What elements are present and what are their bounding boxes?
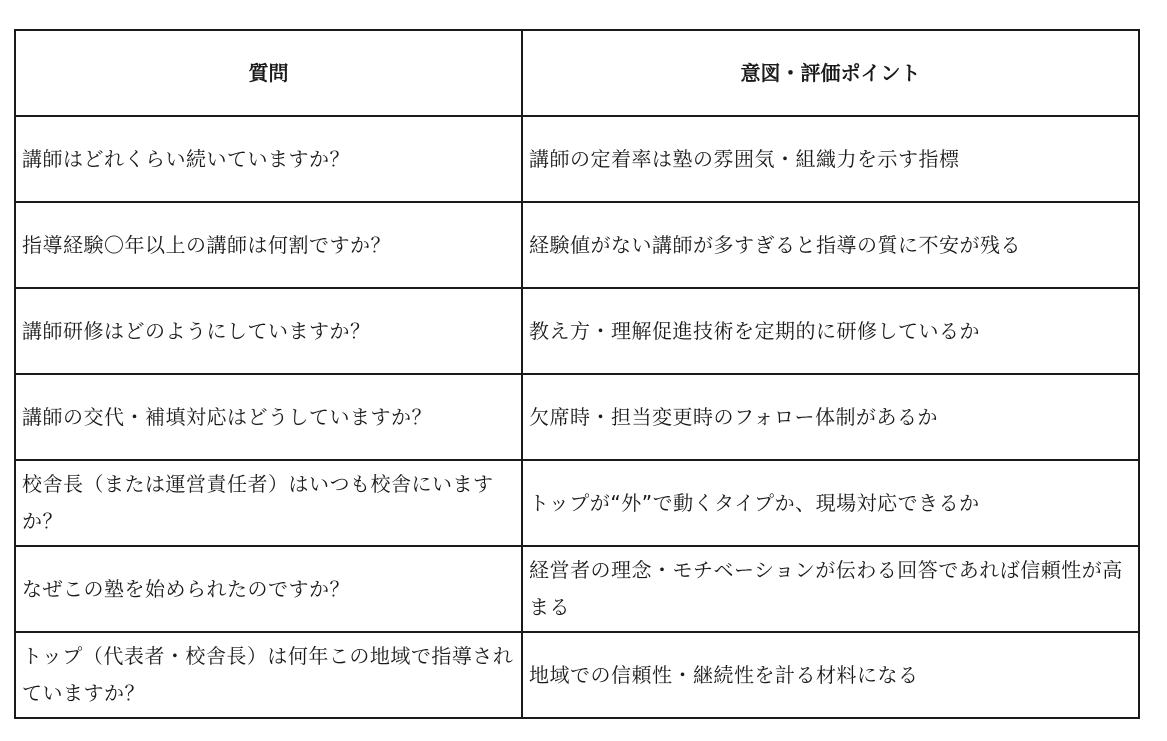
- header-question: 質問: [15, 30, 522, 116]
- question-cell: 指導経験〇年以上の講師は何割ですか？: [15, 202, 522, 288]
- qa-table: [14, 29, 1140, 719]
- intent-cell: 教え方・理解促進技術を定期的に研修しているか: [522, 288, 1139, 374]
- table-row: [15, 546, 1139, 632]
- header-intent: 意図・評価ポイント: [522, 30, 1139, 116]
- intent-cell: 地域での信頼性・継続性を計る材料になる: [522, 632, 1139, 718]
- table-row: [15, 632, 1139, 718]
- question-cell: 講師の交代・補填対応はどうしていますか？: [15, 374, 522, 460]
- question-cell: 校舎長（または運営責任者）はいつも校舎にいますか？: [15, 460, 522, 546]
- intent-cell: 経験値がない講師が多すぎると指導の質に不安が残る: [522, 202, 1139, 288]
- table-row: [15, 116, 1139, 202]
- question-cell: 講師はどれくらい続いていますか？: [15, 116, 522, 202]
- question-cell: 講師研修はどのようにしていますか？: [15, 288, 522, 374]
- table-row: [15, 288, 1139, 374]
- intent-cell: 欠席時・担当変更時のフォロー体制があるか: [522, 374, 1139, 460]
- question-cell: なぜこの塾を始められたのですか？: [15, 546, 522, 632]
- intent-cell: 講師の定着率は塾の雰囲気・組織力を示す指標: [522, 116, 1139, 202]
- table-header-row: [15, 30, 1139, 116]
- table-row: [15, 202, 1139, 288]
- table-row: [15, 460, 1139, 546]
- intent-cell: トップが“外”で動くタイプか、現場対応できるか: [522, 460, 1139, 546]
- table-row: [15, 374, 1139, 460]
- question-cell: トップ（代表者・校舎長）は何年この地域で指導されていますか？: [15, 632, 522, 718]
- intent-cell: 経営者の理念・モチベーションが伝わる回答であれば信頼性が高まる: [522, 546, 1139, 632]
